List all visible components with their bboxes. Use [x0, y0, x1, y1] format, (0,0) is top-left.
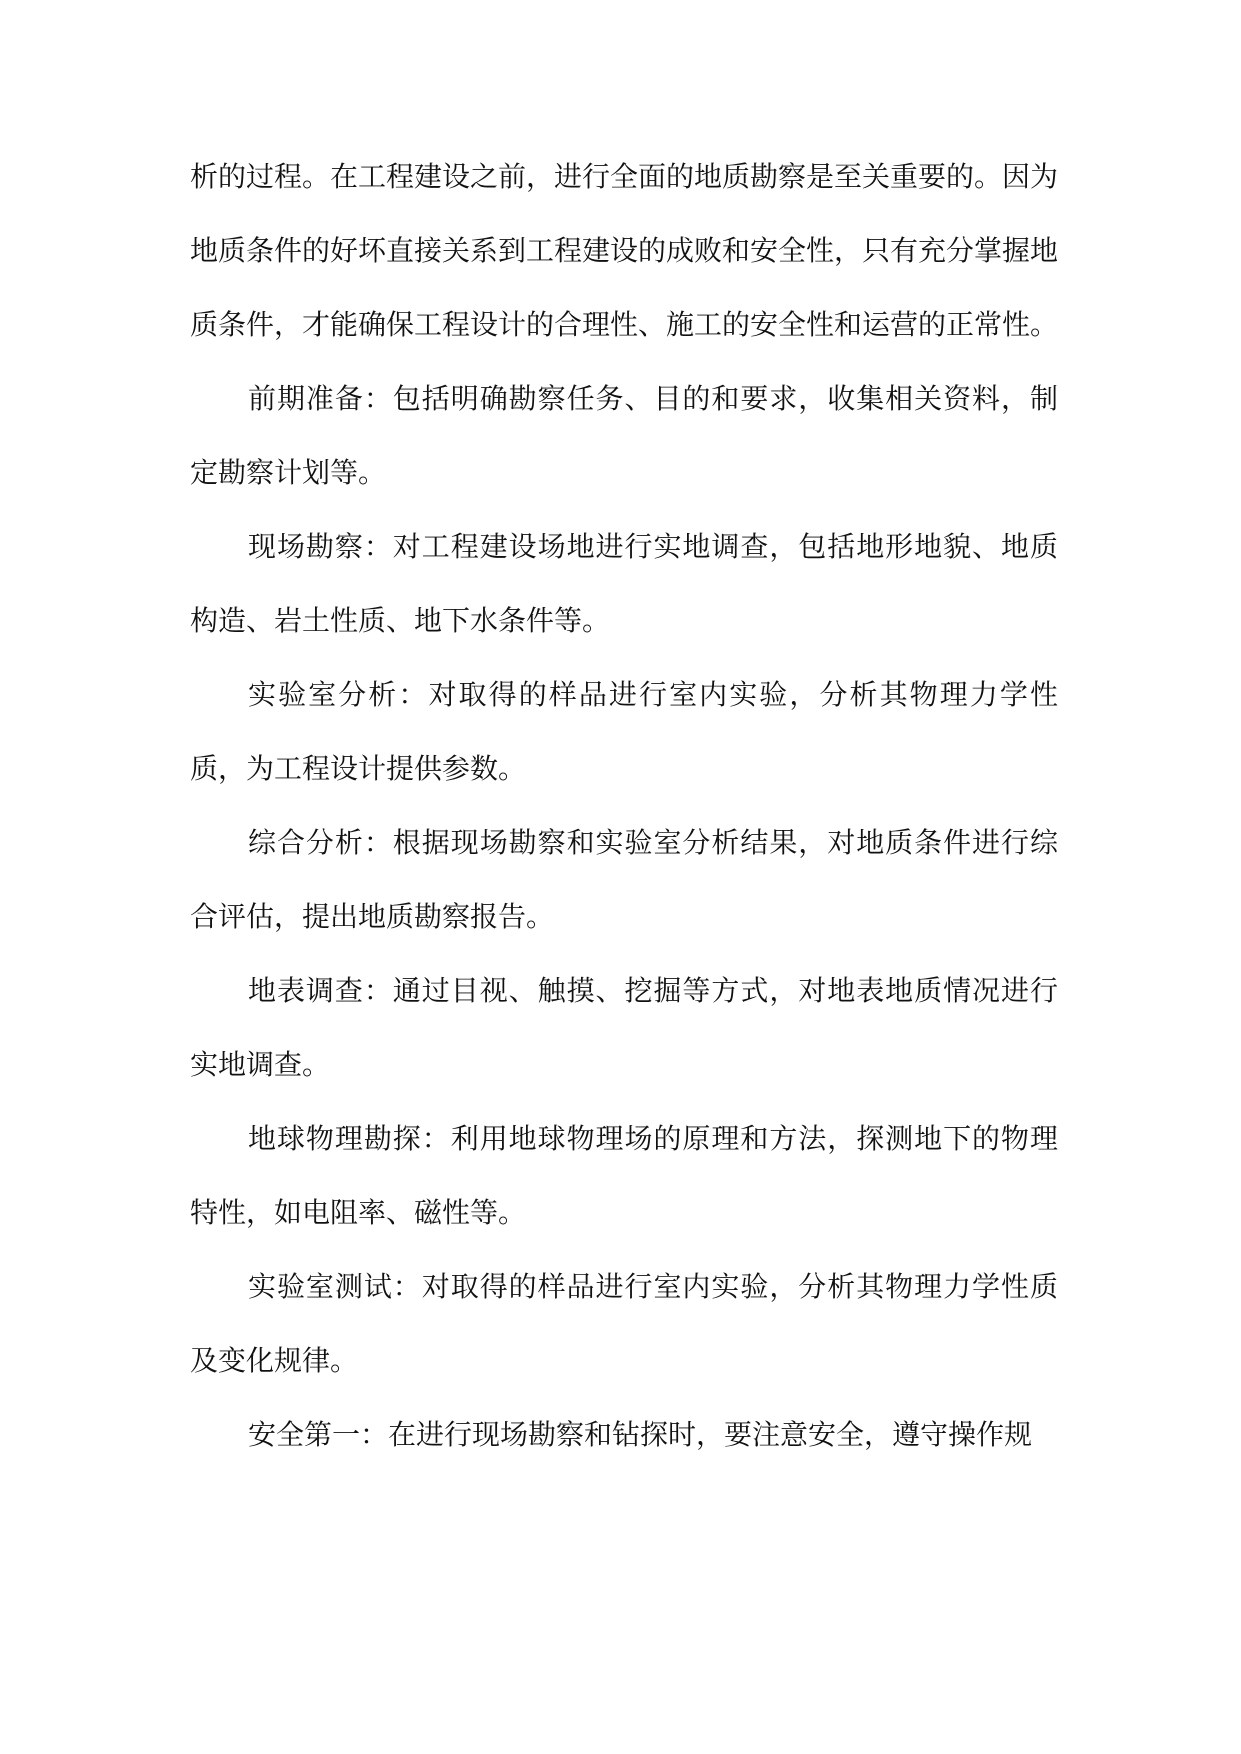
paragraph-site-survey: 现场勘察：对工程建设场地进行实地调查，包括地形地貌、地质构造、岩土性质、地下水条件等。 [190, 530, 1058, 637]
paragraph-safety-first: 安全第一：在进行现场勘察和钻探时，要注意安全，遵守操作规 [248, 1418, 1033, 1451]
paragraph-lab-testing: 实验室测试：对取得的样品进行室内实验，分析其物理力学性质及变化规律。 [190, 1270, 1058, 1377]
paragraph-comprehensive-analysis: 综合分析：根据现场勘察和实验室分析结果，对地质条件进行综合评估，提出地质勘察报告。 [190, 826, 1058, 933]
body-text [190, 140, 1058, 1472]
paragraph-intro-continued: 析的过程。在工程建设之前，进行全面的地质勘察是至关重要的。因为地质条件的好坏直接关系到工程建设的成败和安全性，只有充分掌握地质条件，才能确保工程设计的合理性、施工的安全性和运营的正常性。 [190, 160, 1059, 341]
paragraph-preparation: 前期准备：包括明确勘察任务、目的和要求，收集相关资料，制定勘察计划等。 [190, 382, 1058, 489]
paragraph-lab-analysis: 实验室分析：对取得的样品进行室内实验，分析其物理力学性质，为工程设计提供参数。 [190, 678, 1058, 785]
paragraph-geophysical-exploration: 地球物理勘探：利用地球物理场的原理和方法，探测地下的物理特性，如电阻率、磁性等。 [190, 1122, 1058, 1229]
paragraph-surface-investigation: 地表调查：通过目视、触摸、挖掘等方式，对地表地质情况进行实地调查。 [190, 974, 1058, 1081]
